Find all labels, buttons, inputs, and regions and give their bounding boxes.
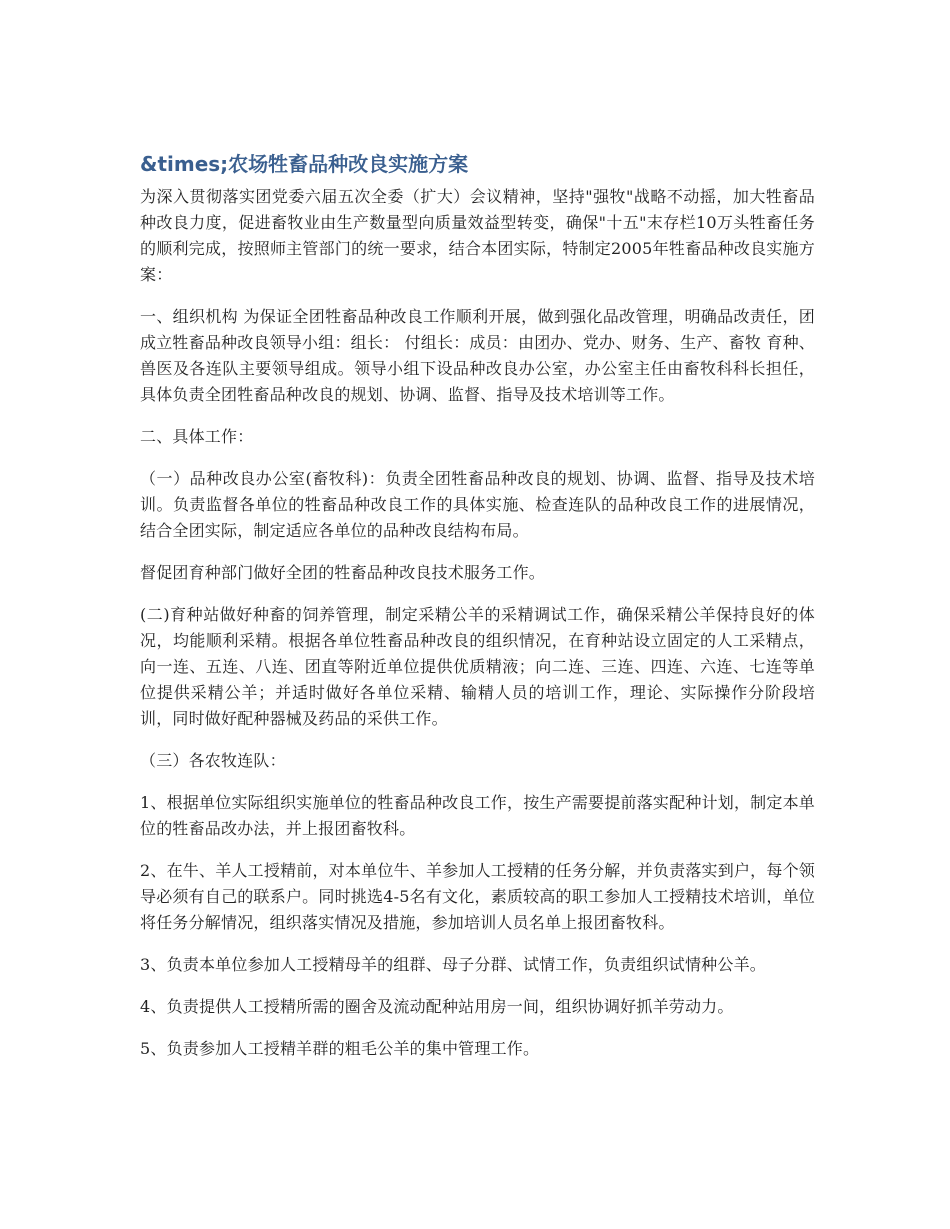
document-title: &times;农场牲畜品种改良实施方案 xyxy=(140,152,469,176)
paragraph-office-duties: （一）品种改良办公室(畜牧科)：负责全团牲畜品种改良的规划、协调、监督、指导及技术培训。负责监督各单位的牲畜品种改良工作的具体实施、检查连队的品种改良工作的进展情况，结合全团实际，制定适应各单位的品种改良结构布局。 xyxy=(140,469,815,540)
paragraph-heading-companies: （三）各农牧连队： xyxy=(140,751,286,770)
paragraph-item-4: 4、负责提供人工授精所需的圈舍及流动配种站用房一间，组织协调好抓羊劳动力。 xyxy=(140,997,734,1016)
paragraph-heading-tasks: 二、具体工作： xyxy=(140,427,254,446)
paragraph-item-3: 3、负责本单位参加人工授精母羊的组群、母子分群、试情工作，负责组织试情种公羊。 xyxy=(140,955,766,974)
paragraph-intro: 为深入贯彻落实团党委六届五次全委（扩大）会议精神，坚持"强牧"战略不动摇，加大牲畜品种改良力度，促进畜牧业由生产数量型向质量效益型转变，确保"十五"末存栏10万头牲畜任务的顺利完成，按照师主管部门的统一要求，结合本团实际，特制定2005年牲畜品种改良实施方案： xyxy=(140,187,815,284)
document-page xyxy=(140,150,815,1078)
paragraph-item-2: 2、在牛、羊人工授精前，对本单位牛、羊参加人工授精的任务分解，并负责落实到户，每个领导必须有自己的联系户。同时挑选4-5名有文化，素质较高的职工参加人工授精技术培训，单位将任务分解情况，组织落实情况及措施，参加培训人员名单上报团畜牧科。 xyxy=(140,861,815,932)
paragraph-breeding-station: (二)育种站做好种畜的饲养管理，制定采精公羊的采精调试工作，确保采精公羊保持良好的体况，均能顺利采精。根据各单位牲畜品种改良的组织情况，在育种站设立固定的人工采精点，向一连、五连、八连、团直等附近单位提供优质精液；向二连、三连、四连、六连、七连等单位提供采精公羊；并适时做好各单位采精、输精人员的培训工作，理论、实际操作分阶段培训，同时做好配种器械及药品的采供工作。 xyxy=(140,605,815,728)
paragraph-item-1: 1、根据单位实际组织实施单位的牲畜品种改良工作，按生产需要提前落实配种计划，制定本单位的牲畜品改办法，并上报团畜牧科。 xyxy=(140,793,815,838)
paragraph-supervise-breeding: 督促团育种部门做好全团的牲畜品种改良技术服务工作。 xyxy=(140,563,546,582)
paragraph-item-5: 5、负责参加人工授精羊群的粗毛公羊的集中管理工作。 xyxy=(140,1039,540,1058)
paragraph-organization: 一、组织机构 为保证全团牲畜品种改良工作顺利开展，做到强化品改管理，明确品改责任，团成立牲畜品种改良领导小组：组长： 付组长：成员：由团办、党办、财务、生产、畜牧 育种、兽医及各连队主要领导组成。领导小组下设品种改良办公室，办公室主任由畜牧科科长担任，具体负责全团牲畜品种改良的规划、协调、监督、指导及技术培训等工作。 xyxy=(140,307,815,404)
